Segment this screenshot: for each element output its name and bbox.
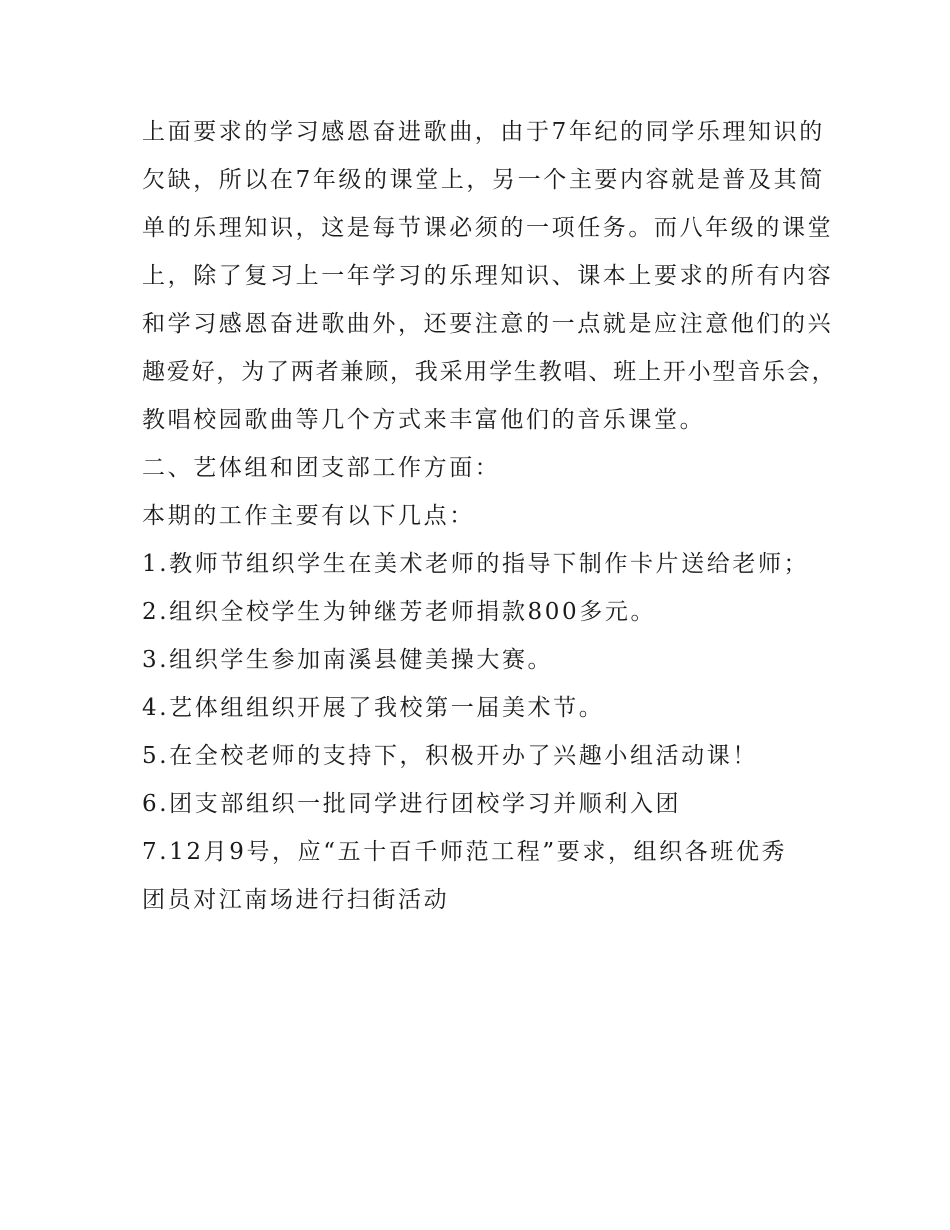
paragraph-line: 本期的工作主要有以下几点： <box>142 503 475 529</box>
paragraph-line: 上，除了复习上一年学习的乐理知识、课本上要求的所有内容 <box>142 263 834 289</box>
paragraph-line: 单的乐理知识，这是每节课必须的一项任务。而八年级的课堂 <box>142 215 834 241</box>
list-item: 4.艺体组组织开展了我校第一届美术节。 <box>142 695 605 721</box>
document-body <box>142 108 842 924</box>
paragraph-line: 上面要求的学习感恩奋进歌曲，由于7年纪的同学乐理知识的 <box>142 119 825 145</box>
list-item-continuation: 团员对江南场进行扫街活动 <box>142 887 450 913</box>
paragraph-line: 和学习感恩奋进歌曲外，还要注意的一点就是应注意他们的兴 <box>142 311 834 337</box>
list-item: 6.团支部组织一批同学进行团校学习并顺利入团 <box>142 791 682 817</box>
paragraph-line: 欠缺，所以在7年级的课堂上，另一个主要内容就是普及其简 <box>142 167 825 193</box>
paragraph-line: 教唱校园歌曲等几个方式来丰富他们的音乐课堂。 <box>142 407 706 433</box>
list-item: 5.在全校老师的支持下，积极开办了兴趣小组活动课！ <box>142 743 758 769</box>
list-item: 2.组织全校学生为钟继芳老师捐款800多元。 <box>142 599 657 625</box>
paragraph-line: 趣爱好，为了两者兼顾，我采用学生教唱、班上开小型音乐会， <box>142 359 837 385</box>
list-item: 3.组织学生参加南溪县健美操大赛。 <box>142 647 554 673</box>
list-item: 1.教师节组织学生在美术老师的指导下制作卡片送给老师； <box>142 551 810 577</box>
list-item: 7.12月9号，应“五十百千师范工程”要求，组织各班优秀 <box>142 839 788 865</box>
section-heading: 二、艺体组和团支部工作方面： <box>142 455 501 481</box>
